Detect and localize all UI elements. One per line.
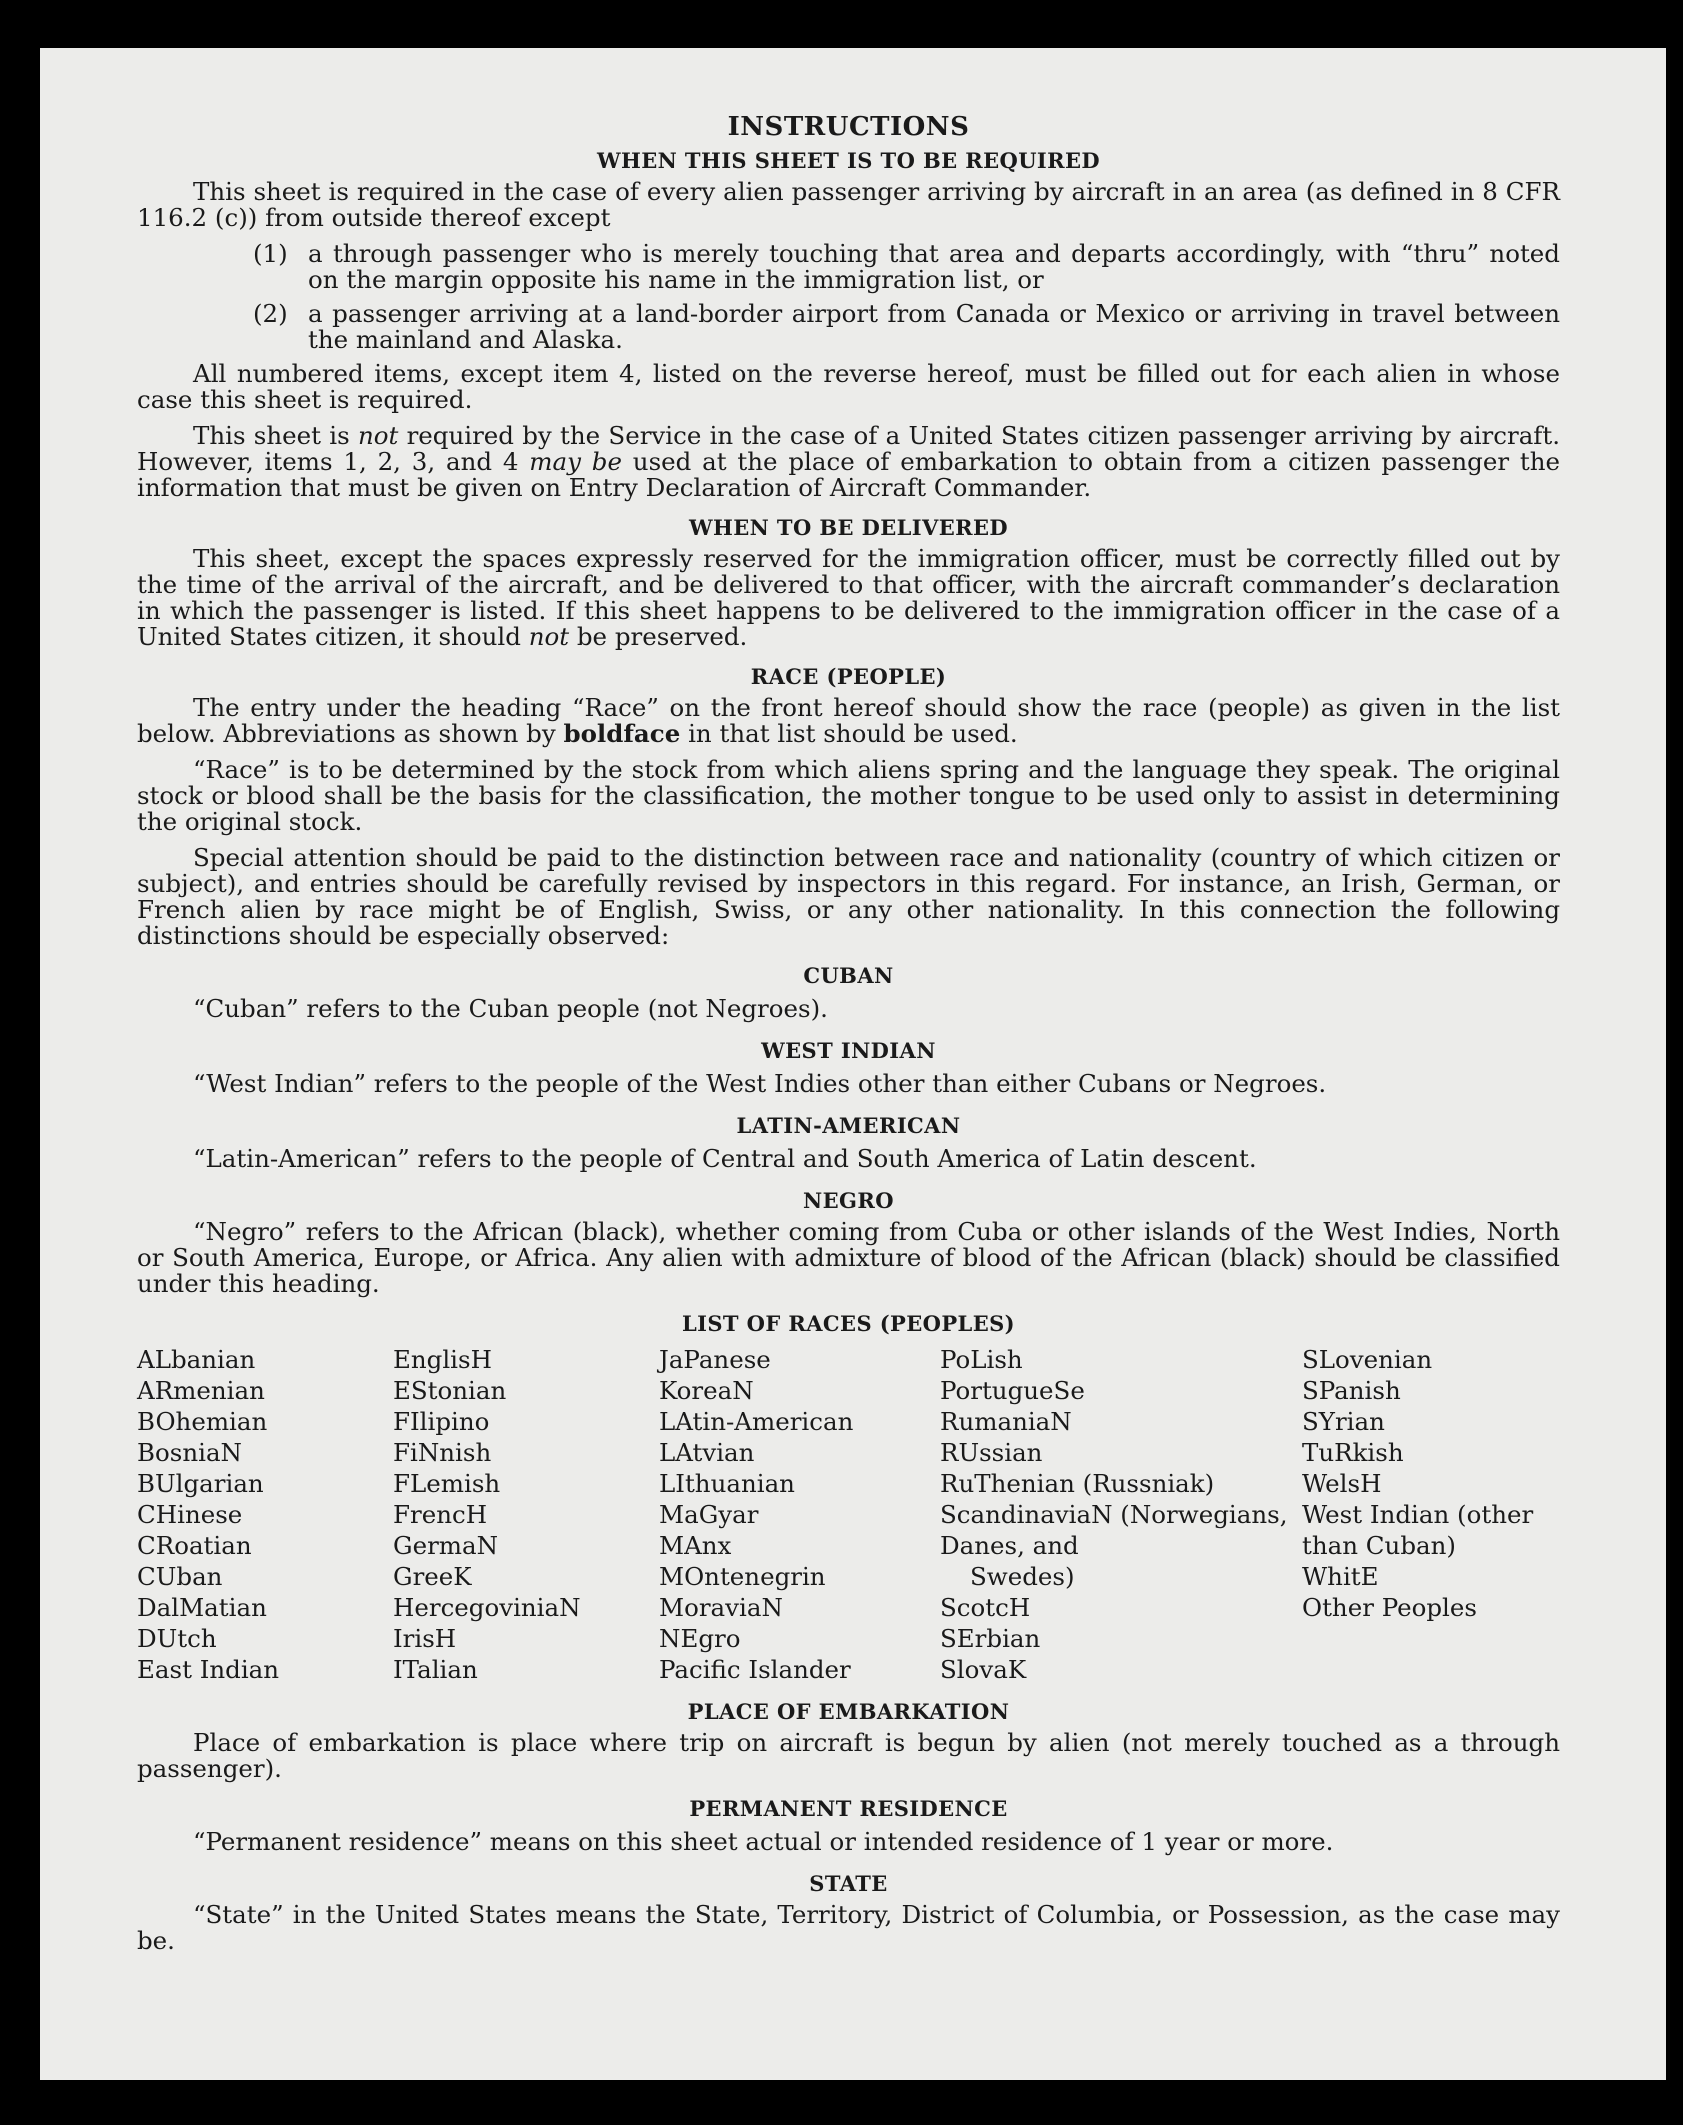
race-item: SYrian [1302, 1407, 1385, 1436]
race-item: RuThenian (Russniak) [940, 1469, 1215, 1498]
races-column [393, 1344, 659, 1685]
race-item: FIlipino [393, 1407, 490, 1436]
race-item: RumaniaN [940, 1407, 1072, 1436]
race-item: RUssian [940, 1438, 1043, 1467]
race-item: SLovenian [1302, 1345, 1433, 1374]
race-item: ALbanian [137, 1345, 256, 1374]
race-item: DUtch [137, 1624, 217, 1653]
race-item: BUlgarian [137, 1469, 264, 1498]
races-list [137, 1344, 1560, 1685]
heading-negro: NEGRO [803, 1188, 894, 1213]
heading-west-indian: WEST INDIAN [761, 1038, 936, 1063]
race-item: GermaN [393, 1531, 499, 1560]
exception-text: a passenger arriving at a land-border airport from Canada or Mexico or arriving in travel between the mainland and Alaska. [308, 299, 1560, 354]
paragraph-negro: “Negro” refers to the African (black), whether coming from Cuba or other islands of the West Indies, North or South America, Europe, or Africa. Any alien with admixture of blood of the African (black) should be classified under this heading. [137, 1217, 1560, 1298]
definition-cuban: “Cuban” refers to the Cuban people (not Negroes). [193, 994, 828, 1023]
heading-state: STATE [809, 1871, 888, 1896]
race-item: ScotcH [940, 1593, 1031, 1622]
heading-latin-american: LATIN-AMERICAN [736, 1113, 961, 1138]
paragraph-state: “State” in the United States means the State, Territory, District of Columbia, or Possession, as the case may be. [137, 1900, 1560, 1955]
race-item: LIthuanian [659, 1469, 795, 1498]
race-item: EnglisH [393, 1345, 492, 1374]
race-item: SlovaK [940, 1655, 1027, 1684]
race-item: DalMatian [137, 1593, 267, 1622]
race-item: IrisH [393, 1624, 457, 1653]
exception-number: (1) [253, 239, 288, 268]
heading-permanent-residence: PERMANENT RESIDENCE [689, 1796, 1008, 1821]
race-item: EStonian [393, 1376, 507, 1405]
races-column [1302, 1344, 1568, 1685]
race-item: CHinese [137, 1500, 243, 1529]
page-title: INSTRUCTIONS [727, 112, 970, 142]
race-item: FLemish [393, 1469, 501, 1498]
race-item: Other Peoples [1302, 1593, 1477, 1622]
race-item: BOhemian [137, 1407, 268, 1436]
race-item: Pacific Islander [659, 1655, 851, 1684]
race-item: SErbian [940, 1624, 1041, 1653]
race-item: MaGyar [659, 1500, 759, 1529]
race-item: LAtin-American [659, 1407, 854, 1436]
race-item: ScandinaviaN (Norwegians, Danes, and [940, 1500, 1288, 1560]
heading-when-required: WHEN THIS SHEET IS TO BE REQUIRED [596, 148, 1101, 173]
paragraph-required-intro: This sheet is required in the case of every alien passenger arriving by aircraft in an area (as defined in 8 CFR 116.2 (c)) from outside thereof except [137, 177, 1560, 232]
races-column [659, 1344, 940, 1685]
race-item: ARmenian [137, 1376, 265, 1405]
race-item: Swedes) [970, 1562, 1075, 1591]
paragraph-race-special: Special attention should be paid to the distinction between race and nationality (country of which citizen or subject), and entries should be carefully revised by inspectors in this regard. For instance, an Irish, German, or French alien by race might be of English, Swiss, or any other nationality. In this connection the following distinctions should be especially observed: [137, 843, 1560, 950]
race-item: MoraviaN [659, 1593, 783, 1622]
heading-cuban: CUBAN [803, 963, 894, 988]
definition-latin-american: “Latin-American” refers to the people of Central and South America of Latin descent. [193, 1144, 1257, 1173]
race-item: BosniaN [137, 1438, 242, 1467]
heading-when-delivered: WHEN TO BE DELIVERED [688, 515, 1008, 540]
race-item: PoLish [940, 1345, 1023, 1374]
heading-list-of-races: LIST OF RACES (PEOPLES) [681, 1311, 1016, 1336]
race-item: ITalian [393, 1655, 478, 1684]
race-item: PortugueSe [940, 1376, 1085, 1405]
race-item: West Indian (other than Cuban) [1302, 1500, 1534, 1560]
definition-permanent-residence: “Permanent residence” means on this sheet actual or intended residence of 1 year or more. [193, 1827, 1334, 1856]
race-item: East Indian [137, 1655, 280, 1684]
paragraph-delivered: This sheet, except the spaces expressly reserved for the immigration officer, must be correctly filled out by the time of the arrival of the aircraft, and be delivered to that officer, with the aircraft commander’s declaration in which the passenger is listed. If this sheet happens to be delivered to the immigration officer in the case of a United States citizen, it should not be preserved. [137, 544, 1560, 651]
definition-west-indian: “West Indian” refers to the people of the West Indies other than either Cubans or Negroes. [193, 1069, 1327, 1098]
race-item: KoreaN [659, 1376, 754, 1405]
document-page [40, 48, 1666, 2080]
paragraph-citizen: This sheet is not required by the Service in the case of a United States citizen passenger arriving by aircraft. However, items 1, 2, 3, and 4 may be used at the place of embarkation to obtain from a citizen passenger the information that must be given on Entry Declaration of Aircraft Commander. [137, 421, 1560, 502]
race-item: MOntenegrin [659, 1562, 826, 1591]
exception-text: a through passenger who is merely touching that area and departs accordingly, with “thru” noted on the margin opposite his name in the immigration list, or [308, 239, 1560, 294]
race-item: TuRkish [1302, 1438, 1404, 1467]
race-item: NEgro [659, 1624, 741, 1653]
races-column [137, 1344, 393, 1685]
race-item: CRoatian [137, 1531, 252, 1560]
race-item: GreeK [393, 1562, 472, 1591]
race-item: WhitE [1302, 1562, 1379, 1591]
heading-race: RACE (PEOPLE) [750, 664, 947, 689]
race-item: SPanish [1302, 1376, 1401, 1405]
race-item: FrencH [393, 1500, 488, 1529]
paragraph-numbered-items: All numbered items, except item 4, listed on the reverse hereof, must be filled out for each alien in whose case this sheet is required. [137, 359, 1560, 414]
race-item: JaPanese [659, 1345, 771, 1374]
exception-number: (2) [253, 299, 288, 328]
exception-item [137, 241, 1560, 293]
race-item: FiNnish [393, 1438, 492, 1467]
race-item: HercegoviniaN [393, 1593, 581, 1622]
race-item: MAnx [659, 1531, 732, 1560]
paragraph-race-determined: “Race” is to be determined by the stock from which aliens spring and the language they speak. The original stock or blood shall be the basis for the classification, the mother tongue to be used only to assist in determining the original stock. [137, 755, 1560, 836]
race-item: WelsH [1302, 1469, 1382, 1498]
race-item: CUban [137, 1562, 223, 1591]
exception-item [137, 301, 1560, 353]
paragraph-race-entry: The entry under the heading “Race” on the front hereof should show the race (people) as given in the list below. Abbreviations as shown by boldface in that list should be used. [137, 693, 1560, 748]
races-column [940, 1344, 1302, 1685]
paragraph-embarkation: Place of embarkation is place where trip on aircraft is begun by alien (not merely touched as a through passenger). [137, 1728, 1560, 1783]
race-item: LAtvian [659, 1438, 755, 1467]
heading-embarkation: PLACE OF EMBARKATION [687, 1699, 1010, 1724]
